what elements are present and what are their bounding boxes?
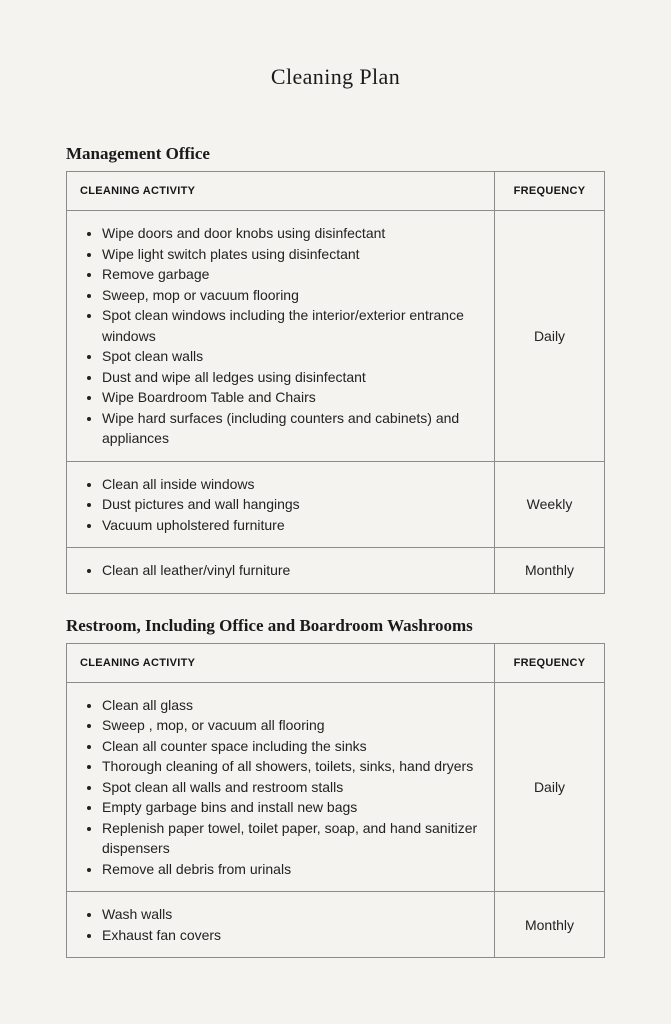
- activity-list: [80, 695, 482, 880]
- activity-item: • Exhaust fan covers: [102, 925, 482, 946]
- table-row: [67, 461, 605, 548]
- table-body: [67, 211, 605, 594]
- frequency-cell: Daily: [495, 211, 605, 462]
- activity-item: • Sweep , mop, or vacuum all flooring: [102, 715, 482, 736]
- activity-item: • Wipe Boardroom Table and Chairs: [102, 387, 482, 408]
- cleaning-section: [66, 144, 605, 594]
- page-title: Cleaning Plan: [270, 64, 401, 89]
- activity-item: • Replenish paper towel, toilet paper, soap, and hand sanitizer dispensers: [102, 818, 482, 859]
- activity-item: • Remove garbage: [102, 264, 482, 285]
- table-header-row: [67, 172, 605, 211]
- activity-item: • Remove all debris from urinals: [102, 859, 482, 880]
- activity-item: • Clean all glass: [102, 695, 482, 716]
- section-heading: Management Office: [66, 144, 210, 163]
- section-heading: Restroom, Including Office and Boardroom Washrooms: [66, 615, 473, 635]
- activity-item: • Wash walls: [102, 904, 482, 925]
- frequency-cell: Monthly: [495, 892, 605, 958]
- sections-container: [66, 144, 605, 958]
- column-header-cleaning-activity: CLEANING ACTIVITY: [67, 643, 495, 682]
- column-header-cleaning-activity: CLEANING ACTIVITY: [67, 172, 495, 211]
- activity-cell: [67, 548, 495, 594]
- column-header-frequency: FREQUENCY: [495, 643, 605, 682]
- column-header-frequency: FREQUENCY: [495, 172, 605, 211]
- activity-list: [80, 560, 482, 581]
- activity-cell: [67, 461, 495, 548]
- activity-item: • Spot clean windows including the interior/exterior entrance windows: [102, 305, 482, 346]
- table-body: [67, 682, 605, 958]
- activity-item: • Clean all counter space including the sinks: [102, 736, 482, 757]
- activity-item: • Spot clean all walls and restroom stalls: [102, 777, 482, 798]
- activity-item: • Sweep, mop or vacuum flooring: [102, 285, 482, 306]
- activity-list: [80, 474, 482, 536]
- activity-item: • Vacuum upholstered furniture: [102, 515, 482, 536]
- cleaning-section: [66, 616, 605, 959]
- activity-item: • Thorough cleaning of all showers, toilets, sinks, hand dryers: [102, 756, 482, 777]
- activity-item: • Spot clean walls: [102, 346, 482, 367]
- activity-list: [80, 904, 482, 945]
- frequency-cell: Monthly: [495, 548, 605, 594]
- table-row: [67, 892, 605, 958]
- activity-cell: [67, 682, 495, 892]
- activity-item: • Dust pictures and wall hangings: [102, 494, 482, 515]
- activity-item: • Clean all leather/vinyl furniture: [102, 560, 482, 581]
- table-row: [67, 548, 605, 594]
- frequency-cell: Daily: [495, 682, 605, 892]
- activity-item: • Clean all inside windows: [102, 474, 482, 495]
- activity-cell: [67, 892, 495, 958]
- activity-item: • Empty garbage bins and install new bags: [102, 797, 482, 818]
- cleaning-plan-table: [66, 643, 605, 959]
- activity-item: • Wipe hard surfaces (including counters and cabinets) and appliances: [102, 408, 482, 449]
- table-header-row: [67, 643, 605, 682]
- activity-cell: [67, 211, 495, 462]
- table-row: [67, 211, 605, 462]
- table-row: [67, 682, 605, 892]
- activity-item: • Wipe doors and door knobs using disinfectant: [102, 223, 482, 244]
- activity-list: [80, 223, 482, 449]
- activity-item: • Dust and wipe all ledges using disinfectant: [102, 367, 482, 388]
- cleaning-plan-table: [66, 171, 605, 594]
- frequency-cell: Weekly: [495, 461, 605, 548]
- activity-item: • Wipe light switch plates using disinfectant: [102, 244, 482, 265]
